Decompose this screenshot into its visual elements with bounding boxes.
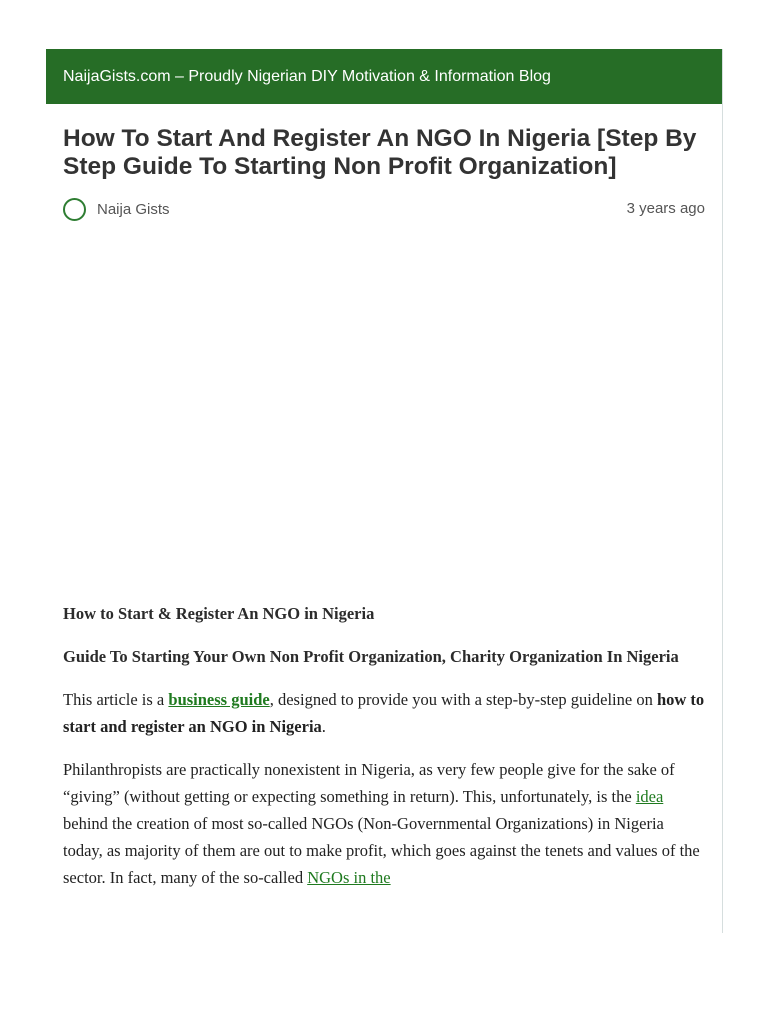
article-body (63, 600, 705, 891)
post-title: How To Start And Register An NGO In Nigeria [Step By Step Guide To Starting Non Profit Organization] (63, 125, 697, 180)
paragraph-text: behind the creation of most so-called NGOs (Non-Governmental Organizations) in Nigeria today, as majority of them are out to make profit, which goes against the tenets and values of the sector. In fact, many of the so-called (63, 814, 700, 887)
post-date: 3 years ago (626, 199, 705, 217)
site-title-link[interactable]: NaijaGists.com – Proudly Nigerian DIY Motivation & Information Blog (63, 67, 551, 85)
paragraph-text: . (321, 717, 326, 736)
post-meta (63, 195, 705, 223)
article-card (46, 49, 723, 933)
paragraph-text: Philanthropists are practically nonexistent in Nigeria, as very few people give for the sake of “giving” (without getting or expecting something in return). This, unfortunately, is the (63, 760, 675, 806)
ad-placeholder (63, 223, 705, 600)
paragraph-philanthropists (63, 756, 705, 891)
paragraph-text: This article is a (63, 690, 169, 709)
ngos-link[interactable]: NGOs in the (307, 868, 391, 887)
paragraph-intro (63, 686, 705, 740)
bold-phrase: how to start and register an NGO in Nigeria (63, 690, 705, 736)
avatar[interactable] (63, 198, 86, 221)
business-guide-link[interactable]: business guide (168, 690, 270, 709)
author[interactable] (63, 198, 170, 221)
article-heading-2: Guide To Starting Your Own Non Profit Organization, Charity Organization In Nigeria (63, 647, 679, 666)
idea-link[interactable]: idea (635, 787, 664, 806)
post-content (46, 125, 722, 891)
article-heading-1: How to Start & Register An NGO in Nigeria (63, 604, 375, 623)
author-name[interactable]: Naija Gists (97, 200, 170, 218)
site-header (46, 49, 722, 104)
paragraph-text: , designed to provide you with a step-by-step guideline on (269, 690, 657, 709)
